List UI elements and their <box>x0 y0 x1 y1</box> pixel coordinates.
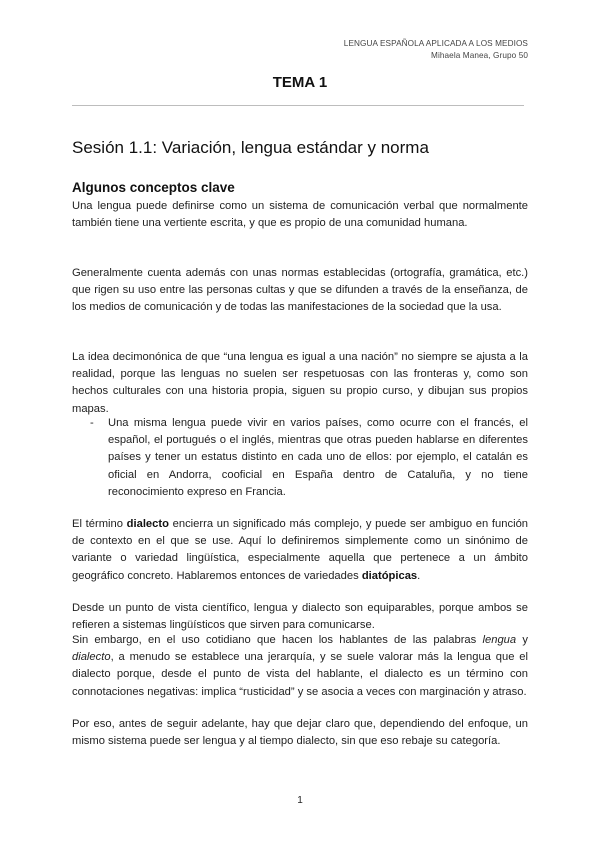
page-title: TEMA 1 <box>272 74 328 91</box>
paragraph-7: Por eso, antes de seguir adelante, hay que dejar claro que, dependiendo del enfoque, un mismo sistema puede ser lengua y al tiempo dialecto, sin que eso rebaje su categoría. <box>72 718 528 748</box>
title-divider <box>72 105 524 106</box>
list-item: Una misma lengua puede vivir en varios países, como ocurre con el francés, el español, el portugués o el inglés, mientras que otras pueden hablarse en diferentes países y tener un estatus distinto en cada uno de ellos: por ejemplo, el catalán es oficial en Andorra, cooficial en España dentro de Cataluña, y no tiene reconocimiento expreso en Francia. <box>108 417 528 498</box>
paragraph-1: Una lengua puede definirse como un sistema de comunicación verbal que normalmente también tiene una vertiente escrita, y que es propio de una comunidad humana. <box>72 200 528 230</box>
term-lengua: lengua <box>482 634 517 646</box>
paragraph-3: La idea decimonónica de que “una lengua es igual a una nación” no siempre se ajusta a la realidad, porque las lenguas no suelen ser respetuosas con las fronteras y, como son hechos culturales con una historia propia, siguen su propio curso, y dibujan sus propios mapas. <box>72 351 528 415</box>
paragraph-5: Desde un punto de vista científico, lengua y dialecto son equiparables, porque ambos se refieren a sistemas lingüísticos que sirven para comunicarse. <box>72 602 528 632</box>
paragraph-4: El término dialecto encierra un significado más complejo, y puede ser ambiguo en función de contexto en el que se use. Aquí lo definiremos simplemente como un sinónimo de variante o variedad lingüística, especialmente aquella que pertenece a un ámbito geográfico concreto. Hablaremos entonces de variedades diatópicas. <box>72 518 529 582</box>
term-dialecto-italic: dialecto <box>72 651 111 664</box>
session-title: Sesión 1.1: Variación, lengua estándar y norma <box>72 138 429 157</box>
bullet-marker: - <box>90 417 94 429</box>
section-heading: Algunos conceptos clave <box>72 180 235 195</box>
term-diatopicas: diatópicas <box>361 569 418 582</box>
header-author: Mihaela Manea, Grupo 50 <box>431 51 528 60</box>
page-header <box>344 38 528 62</box>
page-number: 1 <box>297 795 303 806</box>
term-dialecto: dialecto <box>126 518 169 530</box>
paragraph-6: Sin embargo, en el uso cotidiano que hacen los hablantes de las palabras lengua y dialecto, a menudo se establece una jerarquía, y se suele valorar más la lengua que el dialecto porque, desde el punto de vista del hablante, el dialecto es un término con connotaciones negativas: implica “rusticidad” y se asocia a veces con marginación y atraso. <box>72 634 528 698</box>
paragraph-2: Generalmente cuenta además con unas normas establecidas (ortografía, gramática, etc.) que rigen su uso entre las personas cultas y que se difunden a través de la enseñanza, de los medios de comunicación y de todas las manifestaciones de la sociedad que la usa. <box>72 267 528 314</box>
header-course: LENGUA ESPAÑOLA APLICADA A LOS MEDIOS <box>343 39 528 48</box>
